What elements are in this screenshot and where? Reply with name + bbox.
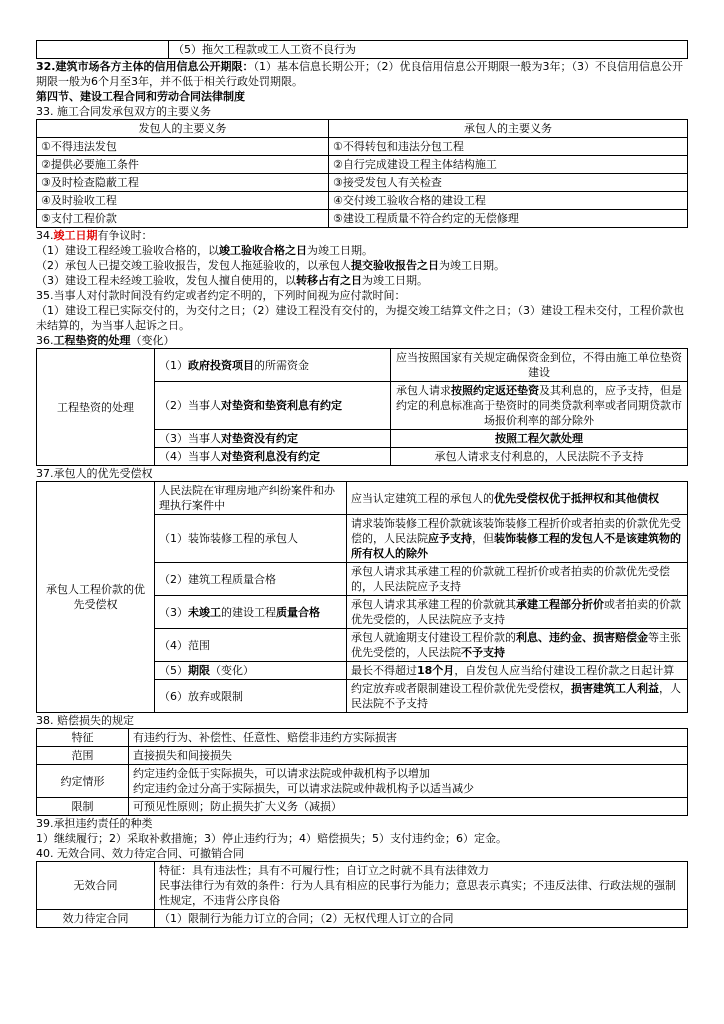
- table-cell: 承包人请求其承建工程的价款就工程折价或者拍卖的价款优先受偿的，人民法院应予支持: [347, 563, 688, 596]
- text-span: （变化）: [210, 664, 254, 677]
- bold-span: 按照工程欠款处理: [495, 432, 583, 445]
- bold-span: 政府投资项目: [188, 358, 254, 372]
- bold-span: 对垫资和垫资利息有约定: [221, 399, 342, 412]
- bold-span: 承建工程部分折价: [516, 598, 604, 611]
- table-cell: ②自行完成建设工程主体结构施工: [329, 156, 688, 174]
- text-span: 应当认定建筑工程的承包人的: [351, 491, 494, 505]
- advance-funding-label: 工程垫资的处理: [37, 349, 155, 466]
- text-span: （变化）: [130, 334, 175, 347]
- section-40-title: 40. 无效合同、效力待定合同、可撤销合同: [36, 847, 244, 860]
- section-38-title: 38. 赔偿损失的规定: [36, 714, 134, 727]
- bold-span: 竣工验收合格之日: [219, 244, 307, 257]
- bold-span: 期限: [188, 664, 210, 677]
- table-cell: 应当按照国家有关规定确保资金到位，不得由施工单位垫资建设: [391, 349, 688, 382]
- text-span: ，人民法院不予支持: [351, 682, 681, 710]
- section-35-title: 35.当事人对付款时间没有约定或者约定不明的，下列时间视为应付款时间：: [36, 289, 406, 302]
- cell-line: 民事法律行为有效的条件：行为人具有相应的民事行为能力；意思表示真实；不违反法律、行政法规的强制性规定，不违背公序良俗: [159, 879, 676, 907]
- table-cell: [347, 596, 688, 629]
- table-cell: ⑤支付工程价款: [37, 210, 329, 228]
- table-cell: （2）建筑工程质量合格: [155, 563, 347, 596]
- text-span: （3）当事人: [159, 432, 221, 445]
- table-cell: [129, 765, 688, 798]
- section-34-line: [36, 273, 688, 288]
- text-span: （1）: [159, 358, 188, 372]
- bold-span: 利息、违约金、损害赔偿金: [516, 631, 648, 644]
- text-span: 的建设工程: [221, 605, 276, 619]
- text-span: 承包人请求: [396, 384, 451, 397]
- obligations-table: [36, 119, 688, 228]
- cell-line: 约定违约金过分高于实际损失，可以请求法院或仲裁机构予以适当减少: [133, 782, 474, 795]
- text-span: 承包人请求其承建工程的价款就其: [351, 598, 516, 611]
- cell-line: 特征：具有违法性；具有不可履行性；自订立之时就不具有法律效力: [159, 864, 489, 877]
- row-label: 无效合同: [37, 862, 155, 910]
- bold-span: 损害建筑工人利益: [571, 682, 659, 695]
- table-cell: 承包人请求支付利息的，人民法院不予支持: [391, 448, 688, 466]
- document-page: [36, 40, 688, 928]
- section-34-title: [36, 228, 688, 243]
- row-label: 约定情形: [37, 765, 129, 798]
- table-cell: ①不得转包和违法分包工程: [329, 138, 688, 156]
- table-cell: 可预见性原则；防止损失扩大义务（减损）: [129, 798, 688, 816]
- text-span: 36.: [36, 334, 54, 347]
- table-cell: ④交付竣工验收合格的建设工程: [329, 192, 688, 210]
- table-cell: （4）范围: [155, 629, 347, 662]
- text-span: （5）: [159, 664, 188, 677]
- table-cell: [391, 430, 688, 448]
- text-span: （2）当事人: [159, 399, 221, 412]
- section-32-text: （1）基本信息长期公开；（2）优良信用信息公开期限一般为3年；（3）不良信用信息公开期限一般为6个月至3年，并不低于相关行政处罚期限。: [36, 60, 683, 88]
- section-32-title: 32.建筑市场各方主体的信用信息公开期限：: [36, 60, 254, 73]
- section-34-number: 34.: [36, 229, 54, 242]
- table-cell: [155, 430, 391, 448]
- bold-span: 未竣工: [188, 605, 221, 619]
- priority-right-label: 承包人工程价款的优先受偿权: [37, 482, 155, 713]
- bold-span: 质量合格: [276, 605, 320, 619]
- text-span: 最长不得超过: [351, 664, 417, 677]
- text-span: ，自发包人应当给付建设工程价款之日起计算: [454, 664, 675, 677]
- contractor-header: 承包人的主要义务: [329, 120, 688, 138]
- bold-span: 按照约定返还垫资: [451, 384, 539, 397]
- table-cell: （6）放弃或限制: [155, 680, 347, 713]
- section-36-title: [36, 333, 688, 348]
- table-cell: [347, 482, 688, 515]
- bold-span: 转移占有之日: [296, 274, 362, 287]
- table-cell: ③及时检查隐蔽工程: [37, 174, 329, 192]
- row-label: 范围: [37, 747, 129, 765]
- table-cell: ③接受发包人有关检查: [329, 174, 688, 192]
- text-span: 请求装饰装修工程价款就该装饰装修工程折价或者拍卖的价款优先受偿的，人民法院: [351, 517, 681, 545]
- section-34-suffix: 有争议时：: [97, 229, 153, 242]
- text-span: 为竣工日期。: [307, 244, 373, 257]
- bold-span: 应予支持: [428, 532, 472, 545]
- priority-right-table: [36, 481, 688, 713]
- chapter-4-title: 第四节、建设工程合同和劳动合同法律制度: [36, 90, 245, 103]
- table-cell: [347, 629, 688, 662]
- table-cell: ④及时验收工程: [37, 192, 329, 210]
- table-cell: [155, 349, 391, 382]
- text-span: （3）建设工程未经竣工验收，发包人擅自使用的，以: [36, 274, 296, 287]
- table-cell: ⑤建设工程质量不符合约定的无偿修理: [329, 210, 688, 228]
- text-span: 为竣工日期。: [362, 274, 428, 287]
- bold-span: 优先受偿权优于抵押权和其他债权: [494, 491, 659, 505]
- bold-span: 对垫资没有约定: [221, 432, 298, 445]
- advance-funding-table: [36, 348, 688, 466]
- text-span: （3）: [159, 605, 188, 619]
- section-34-line: [36, 258, 688, 273]
- table-cell: 人民法院在审理房地产纠纷案件和办理执行案件中: [155, 482, 347, 515]
- bold-span: 18个月: [417, 664, 455, 677]
- table-cell: ②提供必要施工条件: [37, 156, 329, 174]
- text-span: ，但: [472, 532, 494, 545]
- text-span: （1）建设工程经竣工验收合格的，以: [36, 244, 219, 257]
- contract-validity-table: [36, 861, 688, 928]
- table-cell: ①不得违法发包: [37, 138, 329, 156]
- section-34-line: [36, 243, 688, 258]
- text-span: 及其利息的，应予支持，但是约定的利息标准高于垫资时的同类贷款利率或者同期贷款市场报价利率的部分除外: [396, 384, 682, 427]
- text-span: （2）承包人已提交竣工验收报告，发包人拖延验收的，以承包人: [36, 259, 351, 272]
- table-cell: [155, 662, 347, 680]
- text-span: （4）当事人: [159, 450, 221, 463]
- table-cell: [155, 862, 688, 910]
- row-label: 限制: [37, 798, 129, 816]
- table-cell: [155, 596, 347, 629]
- table-cell: [347, 515, 688, 563]
- text-span: 等主张优先受偿的，人民法院: [351, 631, 681, 659]
- table-cell: [347, 662, 688, 680]
- table-cell: （1）限制行为能力订立的合同；（2）无权代理人订立的合同: [155, 910, 688, 928]
- top-table: [36, 40, 688, 59]
- text-span: 约定放弃或者限制建设工程价款优先受偿权，: [351, 682, 571, 695]
- bold-span: 装饰装修工程的发包人不是该建筑物的所有权人的除外: [351, 532, 681, 560]
- table-cell: [347, 680, 688, 713]
- bold-span: 工程垫资的处理: [53, 334, 131, 347]
- section-39-title: 39.承担违约责任的种类: [36, 817, 153, 830]
- row-label: 效力待定合同: [37, 910, 155, 928]
- bold-span: 提交验收报告之日: [351, 259, 439, 272]
- table-cell: [155, 448, 391, 466]
- text-span: 承包人就逾期支付建设工程价款的: [351, 631, 516, 644]
- text-span: 的所需资金: [254, 358, 309, 372]
- table-cell: [391, 382, 688, 430]
- employer-header: 发包人的主要义务: [37, 120, 329, 138]
- text-span: 或者拍卖的价款优先受偿的，人民法院应予支持: [351, 598, 681, 626]
- table-cell: 直接损失和间接损失: [129, 747, 688, 765]
- section-37-title: 37.承包人的优先受偿权: [36, 467, 153, 480]
- section-33-title: 33. 施工合同发承包双方的主要义务: [36, 105, 211, 118]
- bold-span: 对垫资利息没有约定: [221, 450, 320, 463]
- row-label: 特征: [37, 729, 129, 747]
- damages-table: [36, 728, 688, 816]
- table-cell: （1）装饰装修工程的承包人: [155, 515, 347, 563]
- blank-cell: [37, 41, 169, 59]
- section-32: [36, 59, 688, 89]
- text-span: 为竣工日期。: [439, 259, 505, 272]
- table-cell: [155, 382, 391, 430]
- section-39-text: 1）继续履行；2）采取补救措施；3）停止违约行为；4）赔偿损失；5）支付违约金；6）定金。: [36, 832, 507, 845]
- completion-date-term: 竣工日期: [53, 229, 98, 242]
- cell-line: 约定违约金低于实际损失，可以请求法院或仲裁机构予以增加: [133, 767, 430, 780]
- top-row-text: （5）拖欠工程款或工人工资不良行为: [169, 41, 688, 59]
- section-35-text: （1）建设工程已实际交付的，为交付之日；（2）建设工程没有交付的，为提交竣工结算文件之日；（3）建设工程未交付，工程价款也未结算的，为当事人起诉之日。: [36, 304, 684, 332]
- bold-span: 不予支持: [461, 646, 505, 659]
- table-cell: 有违约行为、补偿性、任意性、赔偿非违约方实际损害: [129, 729, 688, 747]
